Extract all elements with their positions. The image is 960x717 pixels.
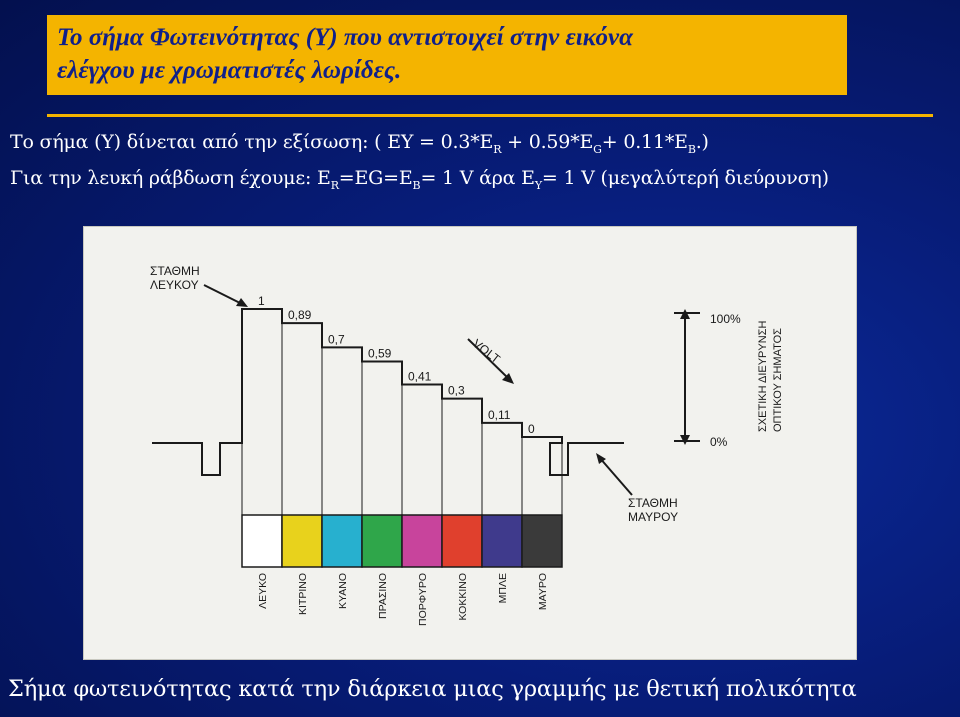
color-bar-swatch [322,515,362,567]
sub-g: G [593,142,602,156]
level-value-label: 0,59 [368,346,392,361]
white-bar-line [10,167,829,192]
color-bar-swatch [242,515,282,567]
white-bar-mid-2: = 1 V άρα Ε [420,167,535,189]
volt-label: VOLT [470,336,503,367]
level-value-label: 0,7 [328,332,345,347]
level-value-label: 1 [258,294,265,308]
color-bar-swatch [282,515,322,567]
bar-name-label: ΚΟΚΚΙΝΟ [457,573,469,621]
equation-mid-1: + 0.59*Ε [501,131,594,153]
vertical-axis-label-2: ΟΠΤΙΚΟΥ ΣΗΜΑΤΟΣ [772,328,784,432]
sub-b-2: B [412,178,421,192]
level-value-label: 0,41 [408,369,432,384]
level-value-label: 0,3 [448,383,465,398]
title-banner [47,15,847,95]
equation-text: Το σήμα (Υ) δίνεται από την εξίσωση: ( ΕΥ = 0.3*Ε [10,131,494,153]
color-bar-swatch [362,515,402,567]
white-bar-text: Για την λευκή ράβδωση έχουμε: Ε [10,167,331,189]
luminance-figure [83,226,857,660]
sub-r: R [493,142,502,156]
pct-top-label: 100% [710,312,741,326]
luminance-diagram [84,227,856,659]
equation-end: .) [695,131,709,153]
equation-mid-2: + 0.11*Ε [601,131,688,153]
pct-bottom-label: 0% [710,435,728,449]
color-bar-swatch [442,515,482,567]
level-value-label: 0 [528,422,535,436]
divider-rule [47,114,933,117]
bar-name-label: ΚΥΑΝΟ [337,573,349,609]
color-bar-swatch [482,515,522,567]
vertical-axis-label-1: ΣΧΕΤΙΚΗ ΔΙΕΥΡΥΝΣΗ [757,320,769,432]
title-line-2: ελέγχου με χρωματιστές λωρίδες. [57,57,402,84]
bar-name-label: ΚΙΤΡΙΝΟ [297,573,309,616]
equation-line [10,131,709,156]
waveform-line [152,309,624,475]
footer-caption: Σήμα φωτεινότητας κατά την διάρκεια μιας γραμμής με θετική πολικότητα [8,676,857,702]
sub-y: Y [534,178,542,192]
black-level-arrow [599,457,632,495]
bar-name-label: ΜΠΛΕ [497,573,509,604]
black-level-label-1: ΣΤΑΘΜΗ [628,496,678,510]
sub-r-2: R [330,178,339,192]
white-level-arrow [204,285,244,305]
bar-name-label: ΛΕΥΚΟ [257,573,269,609]
bar-name-label: ΠΟΡΦΥΡΟ [417,573,429,626]
color-bar-swatch [522,515,562,567]
black-level-label-2: ΜΑΥΡΟΥ [628,510,679,524]
title-line-1: Το σήμα Φωτεινότητας (Υ) που αντιστοιχεί στην εικόνα [57,24,633,51]
white-level-label-1: ΣΤΑΘΜΗ [150,264,200,278]
white-bar-end: = 1 V (μεγαλύτερή διεύρυνση) [541,167,829,189]
white-bar-mid-1: =ΕG=Ε [338,167,413,189]
level-value-label: 0,89 [288,308,312,323]
color-bar-swatch [402,515,442,567]
bar-name-label: ΠΡΑΣΙΝΟ [377,573,389,619]
white-level-label-2: ΛΕΥΚΟΥ [150,278,199,292]
sub-b: B [687,142,696,156]
level-value-label: 0,11 [488,407,511,422]
bar-name-label: ΜΑΥΡΟ [537,573,549,611]
